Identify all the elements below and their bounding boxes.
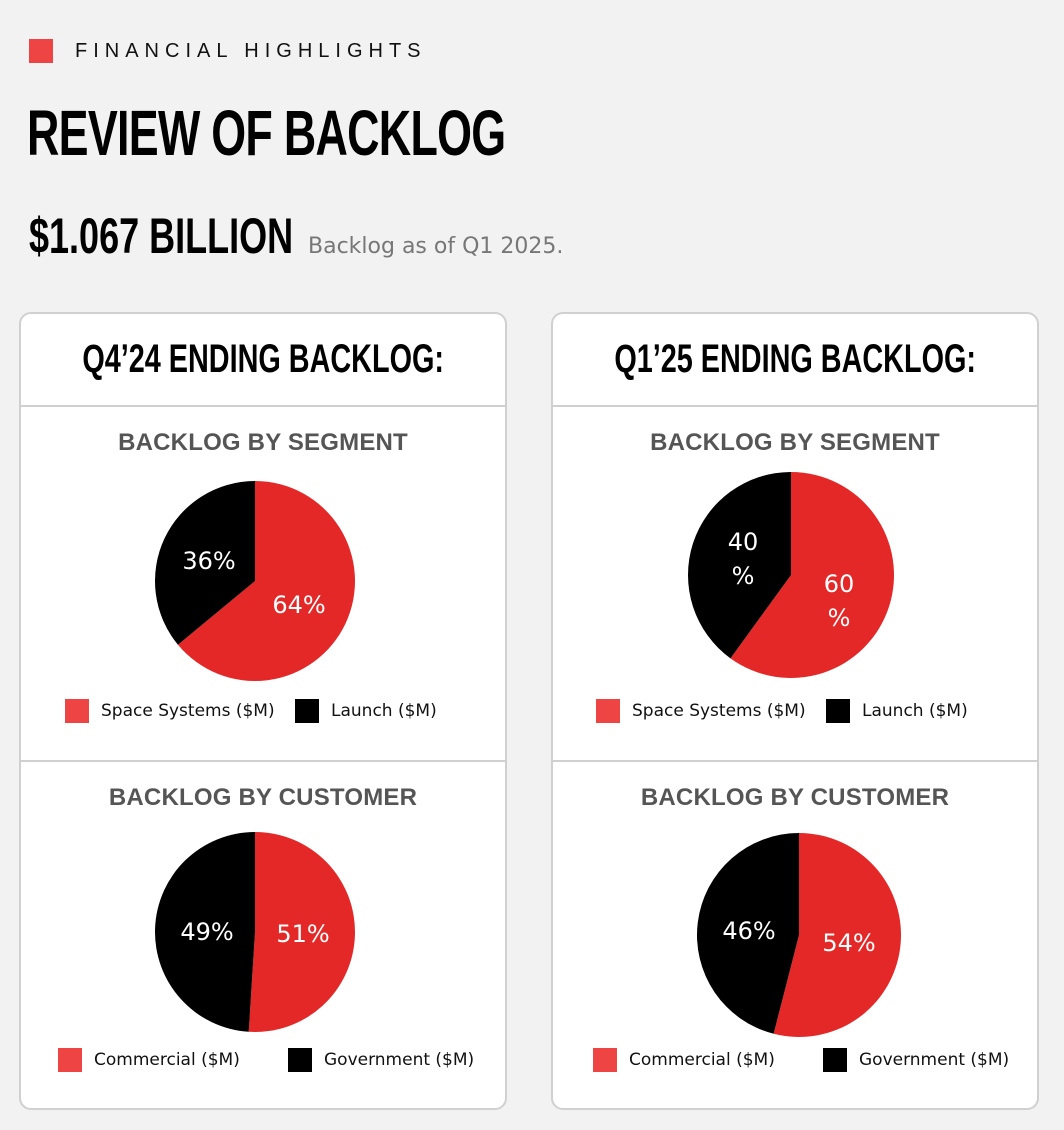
section-title: BACKLOG BY SEGMENT [650, 429, 940, 456]
panel-title: Q4’24 ENDING BACKLOG: [82, 337, 444, 381]
legend-item-space-systems [596, 699, 806, 723]
panel-header [21, 314, 505, 407]
legend-label: Space Systems ($M) [101, 701, 275, 721]
legend-swatch-red [593, 1048, 617, 1072]
legend-swatch-red [65, 699, 89, 723]
legend-swatch-red [58, 1048, 82, 1072]
section-title: BACKLOG BY CUSTOMER [108, 784, 418, 811]
legend-item-government [823, 1048, 1009, 1072]
legend-swatch-black [295, 699, 319, 723]
headline-value: $1.067 BILLION [29, 208, 294, 264]
legend-swatch-black [823, 1048, 847, 1072]
legend-label: Commercial ($M) [94, 1050, 240, 1070]
panel-title: Q1’25 ENDING BACKLOG: [614, 337, 976, 381]
accent-square-icon [29, 39, 53, 63]
panel-q4-24 [19, 312, 507, 1110]
legend-label: Launch ($M) [862, 701, 968, 721]
pie-value-label: 64% [272, 591, 326, 619]
legend-label: Commercial ($M) [629, 1050, 775, 1070]
section-title: BACKLOG BY SEGMENT [118, 429, 408, 456]
headline-note: Backlog as of Q1 2025. [308, 234, 564, 259]
page-title: REVIEW OF BACKLOG [27, 97, 506, 169]
panel-q1-25 [551, 312, 1039, 1110]
legend-label: Space Systems ($M) [632, 701, 806, 721]
customer-section [553, 762, 1037, 1110]
legend-swatch-red [596, 699, 620, 723]
pie-value-label: 54% [822, 929, 876, 957]
legend-swatch-black [288, 1048, 312, 1072]
legend-item-commercial [58, 1048, 240, 1072]
legend-item-commercial [593, 1048, 775, 1072]
customer-section [21, 762, 505, 1110]
legend-item-launch [295, 699, 437, 723]
legend-label: Government ($M) [324, 1050, 475, 1070]
segment-section [553, 407, 1037, 762]
pie-value-label: 46% [722, 917, 776, 945]
eyebrow [29, 39, 427, 63]
pie-value-label: 51% [276, 920, 330, 948]
section-title: BACKLOG BY CUSTOMER [640, 784, 950, 811]
legend-item-government [288, 1048, 474, 1072]
eyebrow-label: FINANCIAL HIGHLIGHTS [75, 39, 427, 62]
pie-value-label: 36% [182, 547, 236, 575]
pie-value-label: 60 % [823, 570, 855, 632]
legend-item-launch [826, 699, 968, 723]
legend-label: Launch ($M) [331, 701, 437, 721]
headline [29, 207, 563, 265]
segment-section [21, 407, 505, 762]
legend-label: Government ($M) [859, 1050, 1010, 1070]
panel-header [553, 314, 1037, 407]
legend-swatch-black [826, 699, 850, 723]
pie-value-label: 40 % [727, 528, 759, 590]
legend-item-space-systems [65, 699, 275, 723]
pie-value-label: 49% [180, 918, 234, 946]
